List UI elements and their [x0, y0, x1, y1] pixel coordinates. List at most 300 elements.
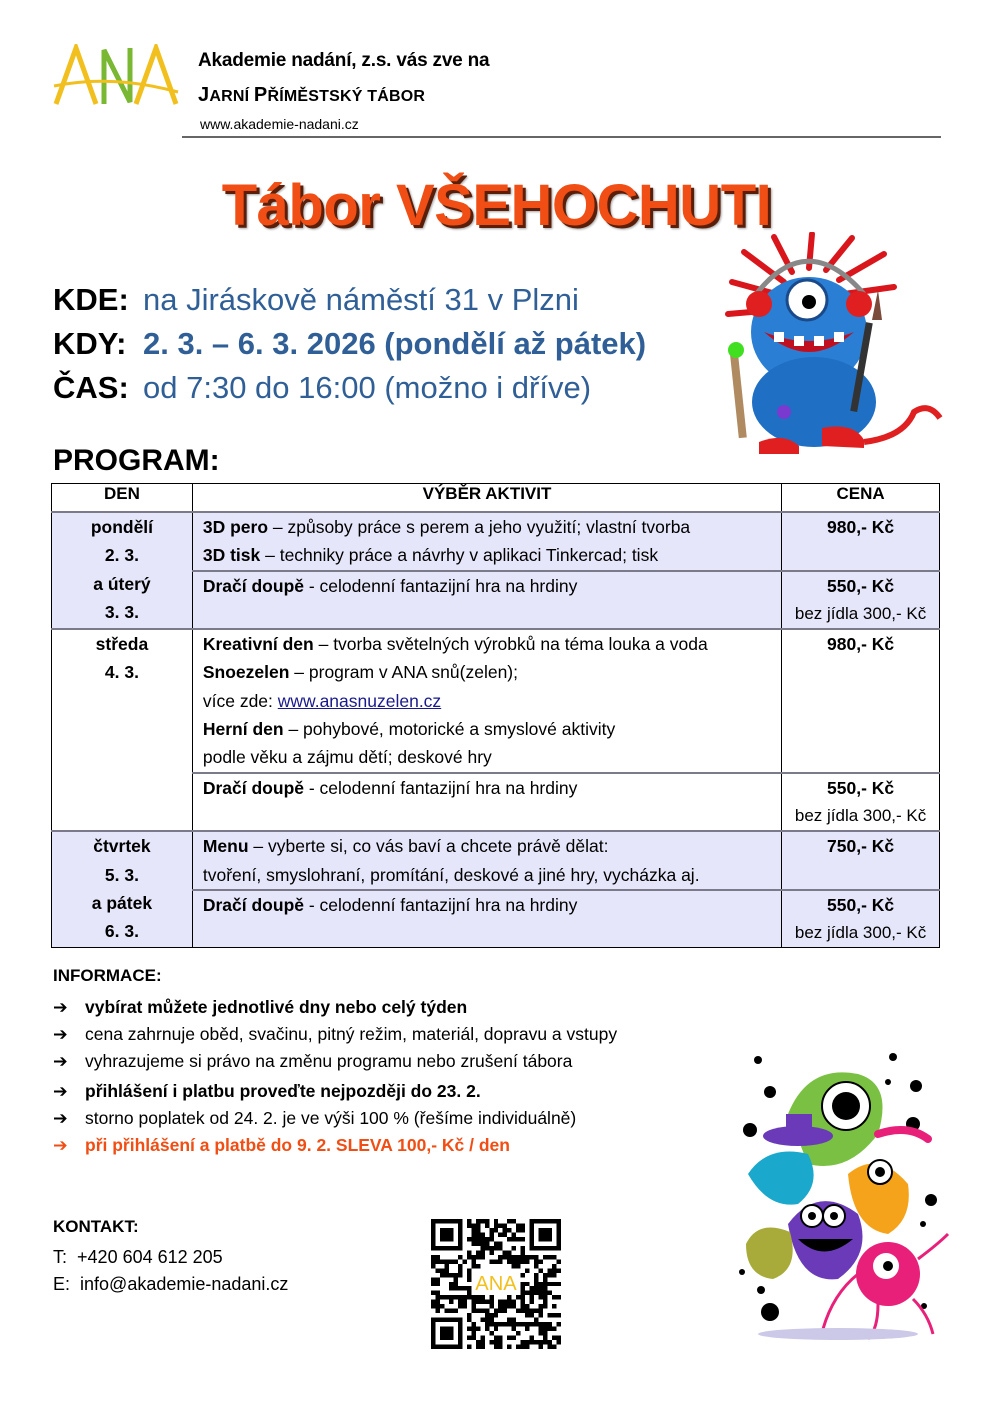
qr-module [521, 1223, 525, 1227]
snoezelen-website-link[interactable]: www.anasnuzelen.cz [277, 690, 442, 711]
qr-module [552, 1273, 556, 1277]
qr-module [467, 1345, 471, 1349]
qr-module [557, 1259, 561, 1263]
qr-module [530, 1309, 534, 1313]
program-table [51, 483, 940, 948]
qr-module [507, 1219, 511, 1223]
qr-module [480, 1295, 484, 1299]
kontakt-heading: KONTAKT: [53, 1217, 139, 1236]
activity-desc: tvoření, smyslohraní, promítání, deskové a jiné hry, vycházka aj. [202, 864, 700, 885]
qr-module [480, 1237, 484, 1241]
phone-number[interactable]: +420 604 612 205 [77, 1247, 223, 1267]
qr-center-label: ANA [475, 1272, 517, 1295]
qr-module [467, 1250, 471, 1254]
qr-module [539, 1295, 543, 1299]
qr-module [467, 1313, 471, 1317]
detail-value: od 7:30 do 16:00 (možno i dříve) [143, 370, 592, 405]
list-item-text: storno poplatek od 24. 2. je ve výši 100 % (řešíme individuálně) [85, 1108, 577, 1128]
qr-module [435, 1304, 439, 1308]
day-line: a úterý [93, 573, 151, 594]
qr-module [485, 1219, 489, 1223]
qr-module [516, 1345, 520, 1349]
qr-module [476, 1264, 480, 1268]
header-camp-name-part: ŘÍMĚSTSKÝ TÁBOR [267, 88, 426, 105]
activity-line [203, 513, 781, 541]
qr-module [494, 1340, 498, 1344]
qr-code-icon[interactable] [431, 1219, 561, 1349]
qr-module [530, 1255, 534, 1259]
qr-module [525, 1304, 529, 1308]
qr-module [494, 1313, 498, 1317]
qr-module [449, 1300, 453, 1304]
qr-module [521, 1259, 525, 1263]
qr-module [453, 1277, 457, 1281]
qr-module [431, 1282, 435, 1286]
qr-module [516, 1322, 520, 1326]
qr-module [516, 1228, 520, 1232]
qr-module [521, 1309, 525, 1313]
activity-cell [192, 773, 781, 832]
qr-module [431, 1277, 435, 1281]
qr-module [489, 1259, 493, 1263]
day-line: 6. 3. [104, 921, 139, 942]
qr-module [512, 1304, 516, 1308]
qr-module [467, 1255, 471, 1259]
qr-module [530, 1322, 534, 1326]
qr-module [449, 1282, 453, 1286]
qr-module [485, 1318, 489, 1322]
qr-module [512, 1232, 516, 1236]
qr-module [435, 1259, 439, 1263]
price-cell [782, 629, 940, 772]
day-cell [52, 512, 193, 629]
qr-module [512, 1322, 516, 1326]
activity-desc: - celodenní fantazijní hra na hrdiny [304, 575, 578, 596]
qr-module [489, 1304, 493, 1308]
qr-module [498, 1255, 502, 1259]
qr-module [525, 1291, 529, 1295]
activity-desc: – program v ANA snů(zelen); [289, 662, 518, 683]
day-cell [52, 629, 193, 831]
qr-module [485, 1327, 489, 1331]
day-line: 4. 3. [104, 662, 139, 683]
qr-module [494, 1241, 498, 1245]
qr-module [458, 1264, 462, 1268]
qr-module [476, 1223, 480, 1227]
detail-label: KDE: [53, 282, 129, 317]
qr-module [435, 1295, 439, 1299]
qr-module [521, 1295, 525, 1299]
qr-module [467, 1268, 471, 1272]
qr-module [467, 1291, 471, 1295]
qr-module [476, 1295, 480, 1299]
qr-module [476, 1345, 480, 1349]
arrow-right-icon: ➔ [53, 1135, 68, 1155]
qr-module [458, 1304, 462, 1308]
qr-module [489, 1340, 493, 1344]
qr-module [431, 1304, 435, 1308]
qr-module [480, 1309, 484, 1313]
qr-module [471, 1228, 475, 1232]
qr-module [489, 1237, 493, 1241]
qr-module [489, 1300, 493, 1304]
qr-module [489, 1295, 493, 1299]
qr-module [543, 1327, 547, 1331]
column-header-den: DEN [52, 484, 193, 513]
activity-name: Kreativní den [202, 634, 314, 655]
qr-module [534, 1259, 538, 1263]
contact-email [53, 1274, 288, 1295]
qr-module [539, 1268, 543, 1272]
qr-module [458, 1295, 462, 1299]
qr-module [521, 1300, 525, 1304]
qr-module [548, 1313, 552, 1317]
qr-module [525, 1268, 529, 1272]
qr-module [507, 1228, 511, 1232]
qr-module [471, 1237, 475, 1241]
qr-module [498, 1300, 502, 1304]
price-cell [782, 773, 940, 832]
qr-module [557, 1340, 561, 1344]
qr-module [462, 1304, 466, 1308]
qr-module [543, 1331, 547, 1335]
list-item [53, 994, 617, 1021]
qr-module [480, 1318, 484, 1322]
qr-module [494, 1322, 498, 1326]
qr-module [557, 1295, 561, 1299]
day-cell [52, 831, 193, 948]
detail-label: ČAS: [53, 370, 129, 405]
qr-module [480, 1241, 484, 1245]
qr-module [552, 1336, 556, 1340]
qr-module [498, 1304, 502, 1308]
activity-line [203, 687, 781, 715]
qr-module [498, 1345, 502, 1349]
qr-module [467, 1336, 471, 1340]
activity-name: Dračí doupě [202, 777, 304, 798]
qr-module [530, 1295, 534, 1299]
qr-module [431, 1291, 435, 1295]
qr-module [467, 1223, 471, 1227]
qr-module [489, 1331, 493, 1335]
qr-module [507, 1259, 511, 1263]
qr-module [458, 1286, 462, 1290]
qr-module [512, 1237, 516, 1241]
qr-module [435, 1282, 439, 1286]
qr-module [525, 1322, 529, 1326]
qr-module [440, 1295, 444, 1299]
qr-module [512, 1336, 516, 1340]
activity-line [203, 743, 781, 771]
qr-module [471, 1327, 475, 1331]
qr-module [489, 1322, 493, 1326]
qr-module [507, 1295, 511, 1299]
list-item [53, 1021, 617, 1048]
qr-module [494, 1228, 498, 1232]
qr-module [485, 1309, 489, 1313]
qr-module [539, 1340, 543, 1344]
program-heading: PROGRAM: [53, 444, 220, 477]
qr-module [521, 1286, 525, 1290]
activity-name: Dračí doupě [202, 894, 304, 915]
activity-name: 3D tisk [202, 545, 261, 566]
qr-module [557, 1322, 561, 1326]
qr-module [435, 1300, 439, 1304]
monster-group-icon [728, 1044, 953, 1344]
activity-name: 3D pero [202, 517, 269, 537]
price-cell [782, 831, 940, 890]
qr-module [476, 1228, 480, 1232]
qr-module [453, 1309, 457, 1313]
qr-module [507, 1250, 511, 1254]
blue-monster-painter-icon [714, 232, 944, 464]
qr-module [485, 1313, 489, 1317]
qr-module [534, 1286, 538, 1290]
qr-module [476, 1309, 480, 1313]
qr-module [435, 1309, 439, 1313]
qr-module [440, 1273, 444, 1277]
qr-module [471, 1241, 475, 1245]
qr-module [521, 1273, 525, 1277]
table-row [52, 512, 940, 571]
qr-module [503, 1223, 507, 1227]
qr-module [471, 1336, 475, 1340]
qr-module [548, 1322, 552, 1326]
detail-kde [53, 282, 579, 318]
activity-desc: podle věku a zájmu dětí; deskové hry [202, 747, 492, 768]
qr-module [543, 1295, 547, 1299]
qr-module [476, 1300, 480, 1304]
price-value: 550,- Kč [827, 575, 895, 596]
price-value: 980,- Kč [827, 517, 895, 537]
list-item-text: cena zahrnuje oběd, svačinu, pitný režim, materiál, dopravu a vstupy [85, 1024, 618, 1044]
qr-module [543, 1340, 547, 1344]
qr-module [449, 1309, 453, 1313]
column-header-price: CENA [782, 484, 940, 513]
qr-module [512, 1264, 516, 1268]
qr-module [507, 1300, 511, 1304]
qr-module [525, 1282, 529, 1286]
qr-module [516, 1331, 520, 1335]
qr-module [458, 1268, 462, 1272]
list-item [53, 1048, 617, 1075]
qr-module [476, 1255, 480, 1259]
activity-desc: – tvorba světelných výrobků na téma louka a voda [313, 634, 708, 655]
qr-module [449, 1286, 453, 1290]
email-address[interactable]: info@akademie-nadani.cz [80, 1274, 289, 1294]
qr-module [467, 1327, 471, 1331]
qr-module [503, 1300, 507, 1304]
qr-module [449, 1259, 453, 1263]
arrow-right-icon: ➔ [53, 997, 68, 1017]
activity-line [203, 715, 781, 743]
list-item-text: při přihlášení a platbě do 9. 2. SLEVA 100,- Kč / den [85, 1135, 510, 1155]
price-cell [782, 890, 940, 948]
qr-module [485, 1322, 489, 1326]
qr-module [539, 1313, 543, 1317]
qr-module [453, 1259, 457, 1263]
activity-line [203, 541, 781, 569]
informace-heading: INFORMACE: [53, 966, 162, 985]
header-camp-name [198, 84, 425, 107]
activity-desc: - celodenní fantazijní hra na hrdiny [304, 777, 578, 798]
qr-module [485, 1246, 489, 1250]
day-line: 3. 3. [104, 601, 139, 622]
arrow-right-icon: ➔ [53, 1081, 68, 1101]
qr-module [530, 1286, 534, 1290]
contact-phone [53, 1247, 223, 1268]
qr-module [521, 1282, 525, 1286]
qr-module [543, 1336, 547, 1340]
qr-module [548, 1291, 552, 1295]
qr-module [552, 1313, 556, 1317]
qr-module [539, 1286, 543, 1290]
qr-module [516, 1255, 520, 1259]
qr-module [543, 1286, 547, 1290]
qr-module [530, 1313, 534, 1317]
qr-module [539, 1282, 543, 1286]
qr-module [521, 1340, 525, 1344]
qr-module [471, 1259, 475, 1263]
qr-module [548, 1255, 552, 1259]
qr-module [435, 1277, 439, 1281]
list-item-text: přihlášení i platbu proveďte nejpozději do 23. 2. [85, 1081, 481, 1101]
activity-cell [192, 890, 781, 948]
detail-value: 2. 3. – 6. 3. 2026 (pondělí až pátek) [143, 326, 647, 361]
detail-value: na Jiráskově náměstí 31 v Plzni [143, 282, 579, 317]
qr-module [480, 1300, 484, 1304]
price-note: bez jídla 300,- Kč [794, 923, 927, 943]
qr-module [543, 1291, 547, 1295]
qr-module [539, 1304, 543, 1308]
qr-module [521, 1228, 525, 1232]
activity-cell [192, 571, 781, 630]
table-row [52, 831, 940, 890]
activity-line [203, 630, 781, 658]
qr-module [440, 1304, 444, 1308]
detail-label: KDY: [53, 326, 127, 361]
qr-module [507, 1336, 511, 1340]
qr-module [530, 1336, 534, 1340]
qr-module [476, 1237, 480, 1241]
qr-module [480, 1232, 484, 1236]
qr-module [512, 1255, 516, 1259]
qr-module [521, 1246, 525, 1250]
qr-module [512, 1219, 516, 1223]
qr-module [539, 1291, 543, 1295]
activity-cell [192, 512, 781, 571]
qr-module [534, 1291, 538, 1295]
qr-module [471, 1255, 475, 1259]
activity-name: Dračí doupě [202, 575, 304, 596]
price-value: 550,- Kč [827, 894, 895, 915]
qr-module [485, 1241, 489, 1245]
qr-module [449, 1273, 453, 1277]
qr-module [498, 1309, 502, 1313]
qr-module [471, 1322, 475, 1326]
qr-module [453, 1273, 457, 1277]
qr-module [521, 1250, 525, 1254]
activity-line [203, 774, 781, 802]
qr-module [467, 1277, 471, 1281]
qr-module [516, 1237, 520, 1241]
qr-module [467, 1219, 471, 1223]
qr-module [471, 1304, 475, 1308]
day-line: pondělí [90, 517, 154, 537]
qr-module [485, 1237, 489, 1241]
qr-module [548, 1340, 552, 1344]
qr-module [503, 1250, 507, 1254]
qr-module [516, 1264, 520, 1268]
qr-module [498, 1322, 502, 1326]
price-cell [782, 512, 940, 571]
qr-module [530, 1340, 534, 1344]
arrow-right-icon: ➔ [53, 1051, 68, 1071]
qr-module [444, 1268, 448, 1272]
qr-module [507, 1304, 511, 1308]
activity-desc: - celodenní fantazijní hra na hrdiny [304, 894, 578, 915]
header-divider [182, 136, 941, 138]
qr-module [494, 1246, 498, 1250]
qr-module [534, 1318, 538, 1322]
qr-module [489, 1313, 493, 1317]
header-website-link[interactable]: www.akademie-nadani.cz [200, 116, 359, 132]
qr-module [440, 1259, 444, 1263]
qr-module [503, 1309, 507, 1313]
qr-module [435, 1291, 439, 1295]
qr-module [557, 1282, 561, 1286]
list-item [53, 1078, 617, 1105]
qr-module [516, 1223, 520, 1227]
qr-module [543, 1300, 547, 1304]
qr-module [444, 1273, 448, 1277]
qr-module [503, 1255, 507, 1259]
email-label: E: [53, 1274, 71, 1294]
qr-module [534, 1277, 538, 1281]
qr-module [489, 1250, 493, 1254]
qr-module [512, 1259, 516, 1263]
qr-module [480, 1255, 484, 1259]
qr-module [534, 1273, 538, 1277]
qr-module [503, 1322, 507, 1326]
table-header-row [52, 484, 940, 513]
qr-module [498, 1223, 502, 1227]
qr-module [498, 1336, 502, 1340]
qr-module [476, 1327, 480, 1331]
qr-module [462, 1286, 466, 1290]
detail-kdy [53, 326, 646, 362]
qr-module [548, 1273, 552, 1277]
qr-module [543, 1255, 547, 1259]
qr-module [557, 1268, 561, 1272]
day-line: čtvrtek [93, 836, 151, 857]
price-value: 750,- Kč [827, 836, 895, 857]
qr-module [543, 1304, 547, 1308]
ana-logo-icon [52, 44, 182, 106]
qr-module [552, 1345, 556, 1349]
qr-module [458, 1255, 462, 1259]
activity-cell [192, 831, 781, 890]
qr-module [548, 1345, 552, 1349]
qr-module [471, 1331, 475, 1335]
qr-module [431, 1255, 435, 1259]
qr-module [521, 1237, 525, 1241]
qr-module [557, 1336, 561, 1340]
qr-module [543, 1322, 547, 1326]
qr-module [489, 1228, 493, 1232]
qr-module [435, 1255, 439, 1259]
qr-module [503, 1232, 507, 1236]
